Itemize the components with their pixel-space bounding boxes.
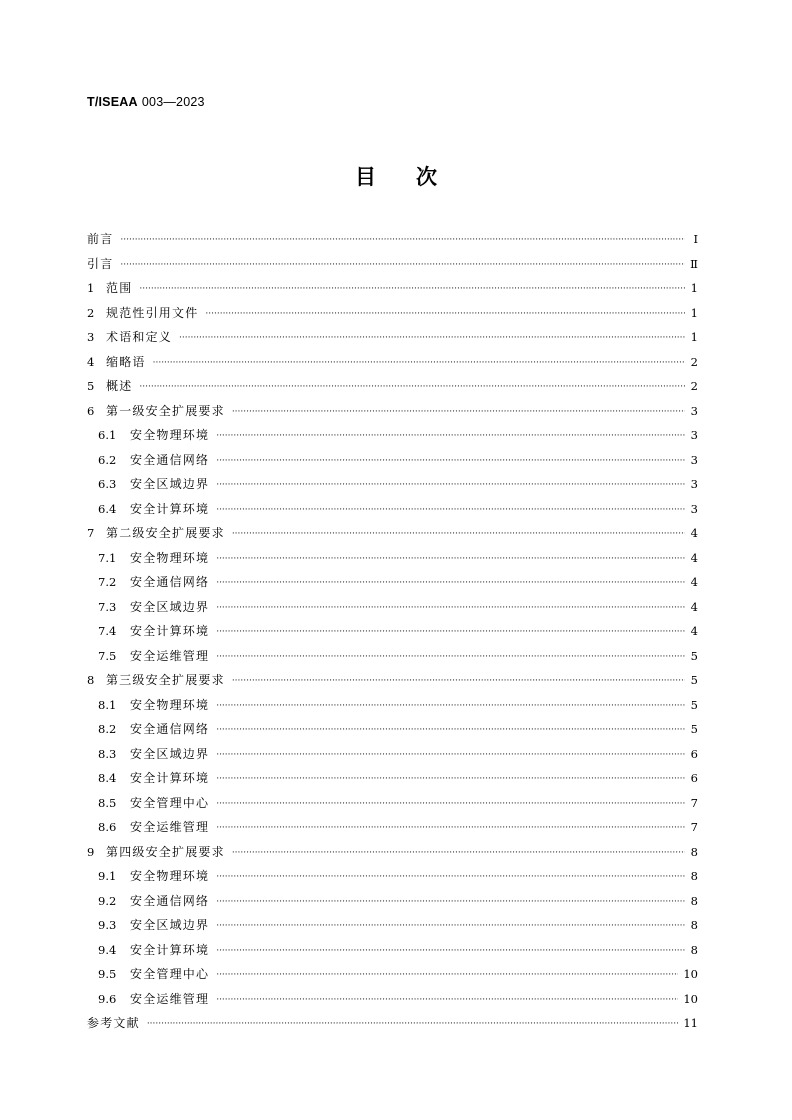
toc-entry-page: 8 <box>690 893 698 908</box>
toc-entry[interactable] <box>87 325 698 350</box>
toc-entry-label: 安全物理环境 <box>130 697 210 712</box>
toc-entry-label: 概述 <box>106 379 133 393</box>
toc-entry[interactable] <box>87 742 698 767</box>
toc-entry-label: 安全运维管理 <box>130 991 210 1006</box>
toc-entry-number: 8.4 <box>98 771 117 785</box>
toc-entry[interactable] <box>87 227 698 252</box>
toc-entry[interactable] <box>87 938 698 963</box>
toc-entry-number: 6.2 <box>98 452 117 467</box>
toc-entry-page: 4 <box>690 550 698 565</box>
toc-entry[interactable] <box>87 472 698 497</box>
dot-leader <box>216 865 685 890</box>
dot-leader <box>216 449 685 474</box>
toc-entry-number: 5 <box>87 379 95 393</box>
toc-entry-number: 9.2 <box>98 893 117 908</box>
toc-entry-number: 7.2 <box>98 575 117 589</box>
dot-leader <box>216 718 685 743</box>
toc-entry-label: 第一级安全扩展要求 <box>106 403 225 418</box>
toc-entry-number: 6.4 <box>98 501 117 516</box>
toc-entry-label: 缩略语 <box>106 354 146 369</box>
toc-entry[interactable] <box>87 766 698 791</box>
dot-leader <box>139 375 685 400</box>
toc-entry[interactable] <box>87 374 698 399</box>
toc-entry[interactable] <box>87 546 698 571</box>
toc-entry[interactable] <box>87 889 698 914</box>
toc-entry-page: 1 <box>690 281 698 295</box>
title-char-2: 次 <box>416 165 437 189</box>
dot-leader <box>216 890 685 915</box>
toc-entry-label: 安全计算环境 <box>130 942 210 957</box>
toc-entry-label: 安全区域边界 <box>130 746 210 761</box>
dot-leader <box>153 351 685 376</box>
toc-entry-number: 7 <box>87 526 95 540</box>
toc-entry-label: 第三级安全扩展要求 <box>106 673 225 687</box>
toc-entry[interactable] <box>87 1011 698 1036</box>
toc-entry[interactable] <box>87 570 698 595</box>
toc-entry-page: Ⅰ <box>693 232 698 246</box>
toc-entry[interactable] <box>87 962 698 987</box>
toc-entry-label: 引言 <box>87 256 114 271</box>
toc-entry-label: 安全通信网络 <box>130 452 210 467</box>
toc-entry[interactable] <box>87 815 698 840</box>
toc-entry-number: 7.1 <box>98 550 117 565</box>
toc-entry-page: 1 <box>690 330 698 344</box>
toc-entry-page: 7 <box>690 795 698 810</box>
table-of-contents <box>87 227 698 1036</box>
toc-entry[interactable] <box>87 717 698 742</box>
toc-entry-page: 8 <box>690 869 698 883</box>
toc-entry-page: 4 <box>690 599 698 614</box>
toc-entry-page: 5 <box>690 722 698 736</box>
toc-entry[interactable] <box>87 423 698 448</box>
toc-entry-label: 安全通信网络 <box>130 575 210 589</box>
toc-entry[interactable] <box>87 644 698 669</box>
title-char-1: 目 <box>355 165 376 189</box>
toc-entry-page: 7 <box>690 820 698 834</box>
doc-number: 003—2023 <box>141 95 205 109</box>
dot-leader <box>139 277 685 302</box>
toc-entry[interactable] <box>87 276 698 301</box>
toc-entry-number: 8.1 <box>98 697 117 712</box>
toc-entry[interactable] <box>87 448 698 473</box>
toc-entry-number: 2 <box>87 305 95 320</box>
toc-entry-number: 7.3 <box>98 599 117 614</box>
toc-entry-page: 5 <box>690 673 698 687</box>
dot-leader <box>216 473 685 498</box>
toc-entry[interactable] <box>87 619 698 644</box>
toc-entry-number: 9.1 <box>98 869 117 883</box>
toc-entry-label: 第二级安全扩展要求 <box>106 526 225 540</box>
doc-code: T/ISEAA <box>87 95 138 109</box>
dot-leader <box>216 547 685 572</box>
dot-leader <box>216 694 685 719</box>
toc-entry-page: 2 <box>690 379 698 393</box>
dot-leader <box>216 939 685 964</box>
toc-entry-label: 安全通信网络 <box>130 893 210 908</box>
toc-entry[interactable] <box>87 840 698 865</box>
dot-leader <box>216 767 685 792</box>
toc-entry[interactable] <box>87 301 698 326</box>
toc-entry[interactable] <box>87 497 698 522</box>
toc-entry-page: 5 <box>690 697 698 712</box>
toc-entry-page: 4 <box>690 624 698 638</box>
toc-entry[interactable] <box>87 521 698 546</box>
toc-entry-page: 4 <box>690 526 698 540</box>
toc-entry-label: 安全通信网络 <box>130 722 210 736</box>
toc-entry[interactable] <box>87 693 698 718</box>
page-title <box>0 161 792 191</box>
toc-entry-number: 6 <box>87 403 95 418</box>
dot-leader <box>205 302 685 327</box>
toc-entry-label: 安全管理中心 <box>130 795 210 810</box>
toc-entry[interactable] <box>87 987 698 1012</box>
toc-entry-label: 安全区域边界 <box>130 599 210 614</box>
toc-entry-page: 8 <box>690 844 698 859</box>
toc-entry-number: 8.5 <box>98 795 117 810</box>
dot-leader <box>232 669 685 694</box>
toc-entry-label: 安全管理中心 <box>130 967 210 981</box>
dot-leader <box>216 963 678 988</box>
dot-leader <box>216 645 685 670</box>
toc-entry-page: 5 <box>690 648 698 663</box>
toc-entry-label: 安全计算环境 <box>130 501 210 516</box>
toc-entry-number: 8 <box>87 673 95 687</box>
toc-entry-number: 3 <box>87 330 95 344</box>
toc-entry-page: 4 <box>690 575 698 589</box>
toc-entry-page: 6 <box>690 771 698 785</box>
toc-entry-page: 3 <box>690 501 698 516</box>
toc-entry-number: 9.3 <box>98 918 117 932</box>
dot-leader <box>120 253 685 278</box>
toc-entry-label: 安全运维管理 <box>130 648 210 663</box>
toc-entry-page: 6 <box>690 746 698 761</box>
dot-leader <box>216 988 678 1013</box>
toc-entry-number: 9.4 <box>98 942 117 957</box>
toc-entry-page: Ⅱ <box>690 256 698 271</box>
toc-entry-page: 10 <box>683 967 698 981</box>
toc-entry-label: 安全计算环境 <box>130 771 210 785</box>
toc-entry-label: 第四级安全扩展要求 <box>106 844 225 859</box>
toc-entry-number: 7.4 <box>98 624 117 638</box>
toc-entry-label: 规范性引用文件 <box>106 305 199 320</box>
toc-entry-page: 8 <box>690 942 698 957</box>
toc-entry-page: 8 <box>690 918 698 932</box>
toc-entry[interactable] <box>87 864 698 889</box>
toc-entry-number: 7.5 <box>98 648 117 663</box>
toc-entry-number: 6.3 <box>98 477 117 491</box>
toc-entry-page: 3 <box>690 403 698 418</box>
dot-leader <box>216 816 685 841</box>
toc-entry-label: 安全物理环境 <box>130 428 210 442</box>
dot-leader <box>216 792 685 817</box>
dot-leader <box>216 424 685 449</box>
toc-entry-page: 3 <box>690 477 698 491</box>
toc-entry-number: 9.5 <box>98 967 117 981</box>
toc-entry-number: 4 <box>87 354 95 369</box>
toc-entry[interactable] <box>87 252 698 277</box>
toc-entry-label: 范围 <box>106 281 133 295</box>
toc-entry-label: 安全计算环境 <box>130 624 210 638</box>
toc-entry[interactable] <box>87 350 698 375</box>
toc-entry-number: 8.2 <box>98 722 117 736</box>
toc-entry-page: 10 <box>683 991 698 1006</box>
toc-entry[interactable] <box>87 791 698 816</box>
toc-entry-page: 3 <box>690 428 698 442</box>
toc-entry-number: 6.1 <box>98 428 117 442</box>
dot-leader <box>216 743 685 768</box>
toc-entry[interactable] <box>87 668 698 693</box>
document-identifier <box>87 94 205 109</box>
toc-entry-label: 安全区域边界 <box>130 918 210 932</box>
toc-entry[interactable] <box>87 913 698 938</box>
toc-entry-label: 参考文献 <box>87 1016 140 1030</box>
toc-entry-number: 1 <box>87 281 95 295</box>
toc-entry-page: 11 <box>683 1016 698 1030</box>
dot-leader <box>216 498 685 523</box>
toc-entry[interactable] <box>87 399 698 424</box>
toc-entry-label: 安全区域边界 <box>130 477 210 491</box>
dot-leader <box>232 400 685 425</box>
toc-entry-label: 安全物理环境 <box>130 869 210 883</box>
toc-entry-label: 安全物理环境 <box>130 550 210 565</box>
dot-leader <box>147 1012 679 1037</box>
toc-entry-label: 前言 <box>87 232 114 246</box>
toc-entry-label: 安全运维管理 <box>130 820 210 834</box>
dot-leader <box>179 326 685 351</box>
toc-entry-number: 9 <box>87 844 95 859</box>
toc-entry-page: 2 <box>690 354 698 369</box>
toc-entry-number: 8.6 <box>98 820 117 834</box>
dot-leader <box>232 841 685 866</box>
dot-leader <box>120 228 685 253</box>
dot-leader <box>216 571 685 596</box>
toc-entry-page: 1 <box>690 305 698 320</box>
dot-leader <box>216 914 685 939</box>
toc-entry-number: 8.3 <box>98 746 117 761</box>
dot-leader <box>216 596 685 621</box>
toc-entry-label: 术语和定义 <box>106 330 173 344</box>
dot-leader <box>232 522 685 547</box>
toc-entry-page: 3 <box>690 452 698 467</box>
toc-entry-number: 9.6 <box>98 991 117 1006</box>
dot-leader <box>216 620 685 645</box>
toc-entry[interactable] <box>87 595 698 620</box>
